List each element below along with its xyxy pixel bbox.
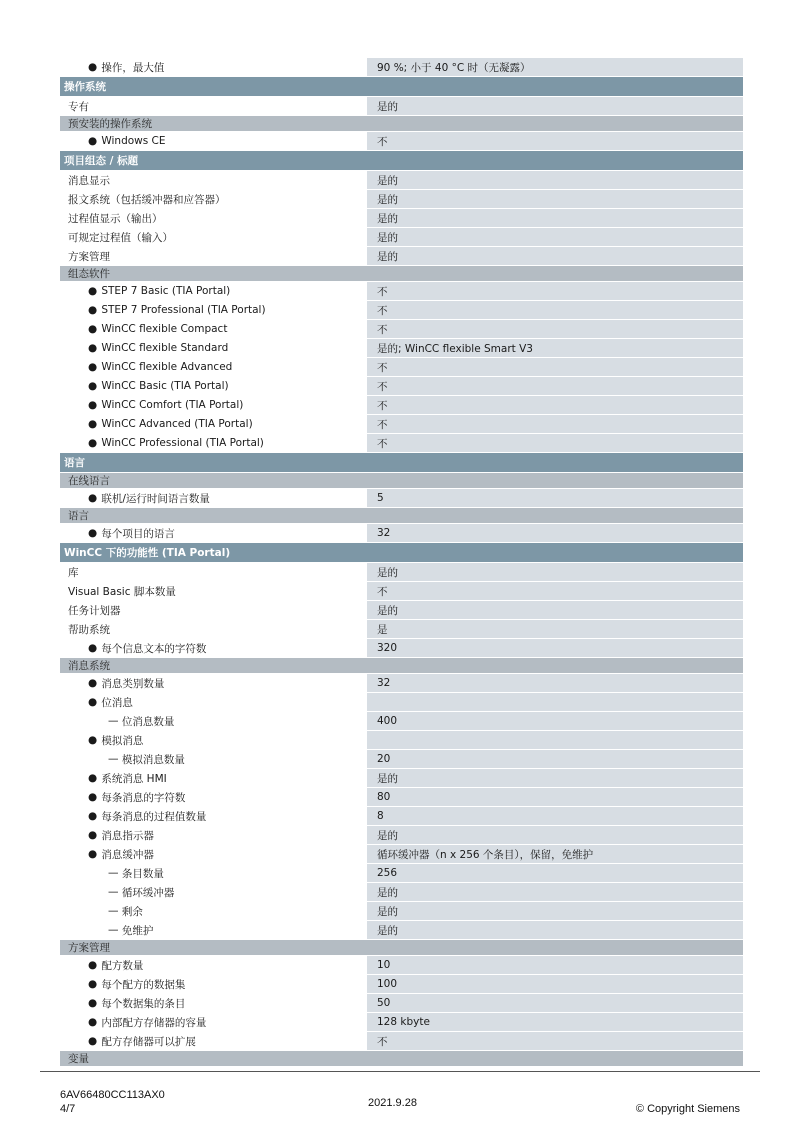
- spec-row: [60, 902, 743, 921]
- subsection-title: 在线语言: [68, 475, 110, 487]
- spec-row: [60, 788, 743, 807]
- spec-row: [60, 563, 743, 582]
- spec-label: WinCC flexible Advanced: [101, 361, 233, 373]
- spec-label: STEP 7 Basic (TIA Portal): [101, 285, 231, 297]
- spec-value: 是的: [367, 171, 743, 189]
- bullet-icon: ●: [88, 642, 98, 654]
- spec-label-cell: [60, 97, 367, 115]
- bullet-icon: ●: [88, 997, 98, 1009]
- spec-row: [60, 434, 743, 453]
- spec-value: 8: [367, 807, 743, 825]
- subsection-title: 组态软件: [68, 268, 110, 280]
- dash-icon: —: [108, 905, 119, 917]
- footer-divider: [40, 1071, 760, 1072]
- spec-row: [60, 524, 743, 543]
- spec-value: 不: [367, 320, 743, 338]
- spec-table: [60, 58, 743, 1067]
- spec-row: [60, 209, 743, 228]
- spec-label-cell: [60, 209, 367, 227]
- spec-row: [60, 994, 743, 1013]
- spec-label: 任务计划器: [68, 604, 121, 617]
- bullet-icon: ●: [88, 285, 98, 297]
- spec-label: 库: [68, 566, 79, 579]
- spec-value: 是的: [367, 826, 743, 844]
- spec-label: 条目数量: [121, 867, 164, 880]
- spec-row: [60, 358, 743, 377]
- subsection-header: [60, 266, 743, 282]
- spec-label-cell: [60, 247, 367, 265]
- spec-label: 配方存储器可以扩展: [101, 1035, 196, 1048]
- spec-value: 20: [367, 750, 743, 768]
- spec-value: 32: [367, 674, 743, 692]
- spec-row: [60, 712, 743, 731]
- spec-row: [60, 864, 743, 883]
- spec-label-cell: [60, 489, 367, 507]
- spec-label: Visual Basic 脚本数量: [68, 585, 176, 598]
- spec-row: [60, 132, 743, 151]
- spec-row: [60, 58, 743, 77]
- section-title: 语言: [64, 457, 85, 469]
- spec-label-cell: [60, 639, 367, 657]
- bullet-icon: ●: [88, 399, 98, 411]
- spec-row: [60, 845, 743, 864]
- spec-row: [60, 693, 743, 712]
- spec-value: 不: [367, 582, 743, 600]
- spec-label-cell: [60, 807, 367, 825]
- spec-label-cell: [60, 434, 367, 452]
- spec-label: WinCC Advanced (TIA Portal): [101, 418, 253, 430]
- subsection-header: [60, 473, 743, 489]
- spec-value: 80: [367, 788, 743, 806]
- spec-value: 是的: [367, 209, 743, 227]
- spec-row: [60, 396, 743, 415]
- spec-label: 模拟消息数量: [121, 753, 185, 766]
- spec-label: 联机/运行时间语言数量: [101, 492, 210, 505]
- spec-label: 位消息: [101, 696, 133, 709]
- dash-icon: —: [108, 886, 119, 898]
- spec-label-cell: [60, 396, 367, 414]
- spec-value: 不: [367, 434, 743, 452]
- spec-label-cell: [60, 228, 367, 246]
- subsection-title: 消息系统: [68, 660, 110, 672]
- spec-value: 是的: [367, 902, 743, 920]
- spec-label: 配方数量: [101, 959, 144, 972]
- bullet-icon: ●: [88, 772, 98, 784]
- bullet-icon: ●: [88, 734, 98, 746]
- section-header: [60, 453, 743, 473]
- spec-label: 每个数据集的条目: [101, 997, 186, 1010]
- spec-label: 消息显示: [68, 174, 110, 187]
- spec-value: 50: [367, 994, 743, 1012]
- spec-label-cell: [60, 788, 367, 806]
- footer-article-number: 6AV66480CC113AX0: [60, 1089, 165, 1101]
- spec-value: 90 %; 小于 40 °C 时（无凝露）: [367, 58, 743, 76]
- spec-value: 是的: [367, 97, 743, 115]
- spec-label: 免维护: [121, 924, 154, 937]
- spec-row: [60, 320, 743, 339]
- spec-value: 320: [367, 639, 743, 657]
- spec-label-cell: [60, 582, 367, 600]
- bullet-icon: ●: [88, 304, 98, 316]
- spec-label-cell: [60, 1032, 367, 1050]
- spec-row: [60, 301, 743, 320]
- spec-label: 消息指示器: [101, 829, 154, 842]
- bullet-icon: ●: [88, 527, 98, 539]
- spec-label: 每个信息文本的字符数: [101, 642, 207, 655]
- dash-icon: —: [108, 715, 119, 727]
- section-header: [60, 543, 743, 563]
- spec-label: WinCC Comfort (TIA Portal): [101, 399, 244, 411]
- subsection-title: 语言: [68, 510, 89, 522]
- spec-value: 是的: [367, 921, 743, 939]
- spec-row: [60, 921, 743, 940]
- bullet-icon: ●: [88, 810, 98, 822]
- spec-label: 消息类别数量: [101, 677, 165, 690]
- spec-label: WinCC flexible Standard: [101, 342, 229, 354]
- spec-value: 400: [367, 712, 743, 730]
- spec-value: 100: [367, 975, 743, 993]
- spec-value: 256: [367, 864, 743, 882]
- bullet-icon: ●: [88, 380, 98, 392]
- spec-label-cell: [60, 769, 367, 787]
- spec-value: [367, 693, 743, 711]
- spec-label-cell: [60, 956, 367, 974]
- spec-row: [60, 377, 743, 396]
- bullet-icon: ●: [88, 323, 98, 335]
- spec-value: 循环缓冲器（n x 256 个条目），保留，免维护: [367, 845, 743, 863]
- spec-row: [60, 731, 743, 750]
- spec-row: [60, 339, 743, 358]
- subsection-title: 预安装的操作系统: [68, 118, 152, 130]
- section-title: 操作系统: [64, 81, 106, 93]
- spec-label: 专有: [68, 100, 89, 113]
- bullet-icon: ●: [88, 1016, 98, 1028]
- section-header: [60, 151, 743, 171]
- spec-row: [60, 97, 743, 116]
- spec-label-cell: [60, 301, 367, 319]
- footer-copyright: © Copyright Siemens: [635, 1103, 740, 1115]
- spec-label: 方案管理: [68, 250, 110, 263]
- spec-row: [60, 489, 743, 508]
- spec-label: 消息缓冲器: [101, 848, 154, 861]
- spec-value: 128 kbyte: [367, 1013, 743, 1031]
- spec-label-cell: [60, 994, 367, 1012]
- bullet-icon: ●: [88, 959, 98, 971]
- spec-value: 是的: [367, 769, 743, 787]
- subsection-header: [60, 116, 743, 132]
- spec-value: 32: [367, 524, 743, 542]
- section-header: [60, 77, 743, 97]
- spec-row: [60, 750, 743, 769]
- spec-row: [60, 171, 743, 190]
- spec-label: 位消息数量: [121, 715, 175, 728]
- bullet-icon: ●: [88, 696, 98, 708]
- spec-label-cell: [60, 883, 367, 901]
- bullet-icon: ●: [88, 492, 98, 504]
- spec-row: [60, 956, 743, 975]
- bullet-icon: ●: [88, 791, 98, 803]
- spec-label-cell: [60, 902, 367, 920]
- spec-row: [60, 1013, 743, 1032]
- bullet-icon: ●: [88, 1035, 98, 1047]
- spec-value: 是的: [367, 883, 743, 901]
- spec-label-cell: [60, 524, 367, 542]
- spec-value: 是的: [367, 228, 743, 246]
- spec-label: 过程值显示（输出）: [68, 212, 163, 225]
- spec-label-cell: [60, 415, 367, 433]
- spec-value: 不: [367, 1032, 743, 1050]
- spec-label: STEP 7 Professional (TIA Portal): [101, 304, 266, 316]
- spec-label-cell: [60, 750, 367, 768]
- spec-label: Windows CE: [101, 135, 166, 147]
- spec-row: [60, 282, 743, 301]
- footer-date: 2021.9.28: [368, 1097, 417, 1109]
- spec-row: [60, 1032, 743, 1051]
- spec-label-cell: [60, 921, 367, 939]
- spec-label: 模拟消息: [101, 734, 144, 747]
- spec-value: 不: [367, 301, 743, 319]
- spec-label-cell: [60, 132, 367, 150]
- spec-label-cell: [60, 282, 367, 300]
- bullet-icon: ●: [88, 829, 98, 841]
- spec-label-cell: [60, 674, 367, 692]
- spec-value: 是的; WinCC flexible Smart V3: [367, 339, 743, 357]
- spec-row: [60, 582, 743, 601]
- spec-value: 不: [367, 358, 743, 376]
- spec-value: 是的: [367, 190, 743, 208]
- spec-row: [60, 247, 743, 266]
- spec-label-cell: [60, 58, 367, 76]
- spec-label-cell: [60, 320, 367, 338]
- spec-label: WinCC Basic (TIA Portal): [101, 380, 229, 392]
- spec-label-cell: [60, 171, 367, 189]
- spec-label-cell: [60, 693, 367, 711]
- spec-row: [60, 620, 743, 639]
- spec-label-cell: [60, 845, 367, 863]
- spec-row: [60, 601, 743, 620]
- spec-row: [60, 415, 743, 434]
- spec-label-cell: [60, 358, 367, 376]
- dash-icon: —: [108, 753, 119, 765]
- spec-label-cell: [60, 377, 367, 395]
- subsection-header: [60, 940, 743, 956]
- spec-label: 每条消息的字符数: [101, 791, 186, 804]
- spec-row: [60, 975, 743, 994]
- section-title: 项目组态 / 标题: [64, 155, 139, 167]
- spec-label: 循环缓冲器: [121, 886, 175, 899]
- spec-row: [60, 807, 743, 826]
- subsection-header: [60, 1051, 743, 1067]
- spec-value: 不: [367, 396, 743, 414]
- spec-value: 不: [367, 377, 743, 395]
- spec-label-cell: [60, 601, 367, 619]
- spec-label: 每条消息的过程值数量: [101, 810, 207, 823]
- spec-label: WinCC flexible Compact: [101, 323, 228, 335]
- bullet-icon: ●: [88, 978, 98, 990]
- bullet-icon: ●: [88, 437, 98, 449]
- spec-row: [60, 826, 743, 845]
- spec-label: 剩余: [121, 905, 143, 918]
- spec-label: WinCC Professional (TIA Portal): [101, 437, 264, 449]
- spec-value: [367, 731, 743, 749]
- spec-row: [60, 190, 743, 209]
- spec-label: 帮助系统: [68, 623, 110, 636]
- dash-icon: —: [108, 924, 119, 936]
- bullet-icon: ●: [88, 361, 98, 373]
- spec-label-cell: [60, 339, 367, 357]
- spec-value: 是的: [367, 601, 743, 619]
- bullet-icon: ●: [88, 848, 98, 860]
- spec-row: [60, 639, 743, 658]
- spec-label: 每个项目的语言: [101, 527, 175, 540]
- bullet-icon: ●: [88, 135, 98, 147]
- spec-value: 是的: [367, 247, 743, 265]
- spec-value: 不: [367, 282, 743, 300]
- footer-page-number: 4/7: [60, 1103, 76, 1115]
- spec-label-cell: [60, 826, 367, 844]
- spec-row: [60, 769, 743, 788]
- spec-row: [60, 674, 743, 693]
- spec-label: 操作，最大值: [101, 61, 165, 74]
- spec-label: 每个配方的数据集: [101, 978, 186, 991]
- spec-label-cell: [60, 975, 367, 993]
- spec-label: 可规定过程值（输入）: [68, 231, 173, 244]
- spec-value: 是的: [367, 563, 743, 581]
- dash-icon: —: [108, 867, 119, 879]
- spec-value: 是: [367, 620, 743, 638]
- subsection-header: [60, 508, 743, 524]
- spec-label-cell: [60, 864, 367, 882]
- spec-value: 不: [367, 415, 743, 433]
- spec-value: 不: [367, 132, 743, 150]
- bullet-icon: ●: [88, 61, 98, 73]
- spec-row: [60, 228, 743, 247]
- spec-label-cell: [60, 620, 367, 638]
- bullet-icon: ●: [88, 342, 98, 354]
- bullet-icon: ●: [88, 677, 98, 689]
- spec-label: 报文系统（包括缓冲器和应答器）: [68, 193, 226, 206]
- spec-label-cell: [60, 731, 367, 749]
- spec-value: 5: [367, 489, 743, 507]
- subsection-title: 方案管理: [68, 942, 110, 954]
- spec-label-cell: [60, 190, 367, 208]
- spec-row: [60, 883, 743, 902]
- spec-label-cell: [60, 1013, 367, 1031]
- spec-label-cell: [60, 563, 367, 581]
- spec-label: 内部配方存储器的容量: [101, 1016, 207, 1029]
- section-title: WinCC 下的功能性 (TIA Portal): [64, 547, 231, 559]
- spec-label-cell: [60, 712, 367, 730]
- subsection-header: [60, 658, 743, 674]
- spec-value: 10: [367, 956, 743, 974]
- bullet-icon: ●: [88, 418, 98, 430]
- spec-label: 系统消息 HMI: [101, 772, 167, 785]
- subsection-title: 变量: [68, 1053, 89, 1065]
